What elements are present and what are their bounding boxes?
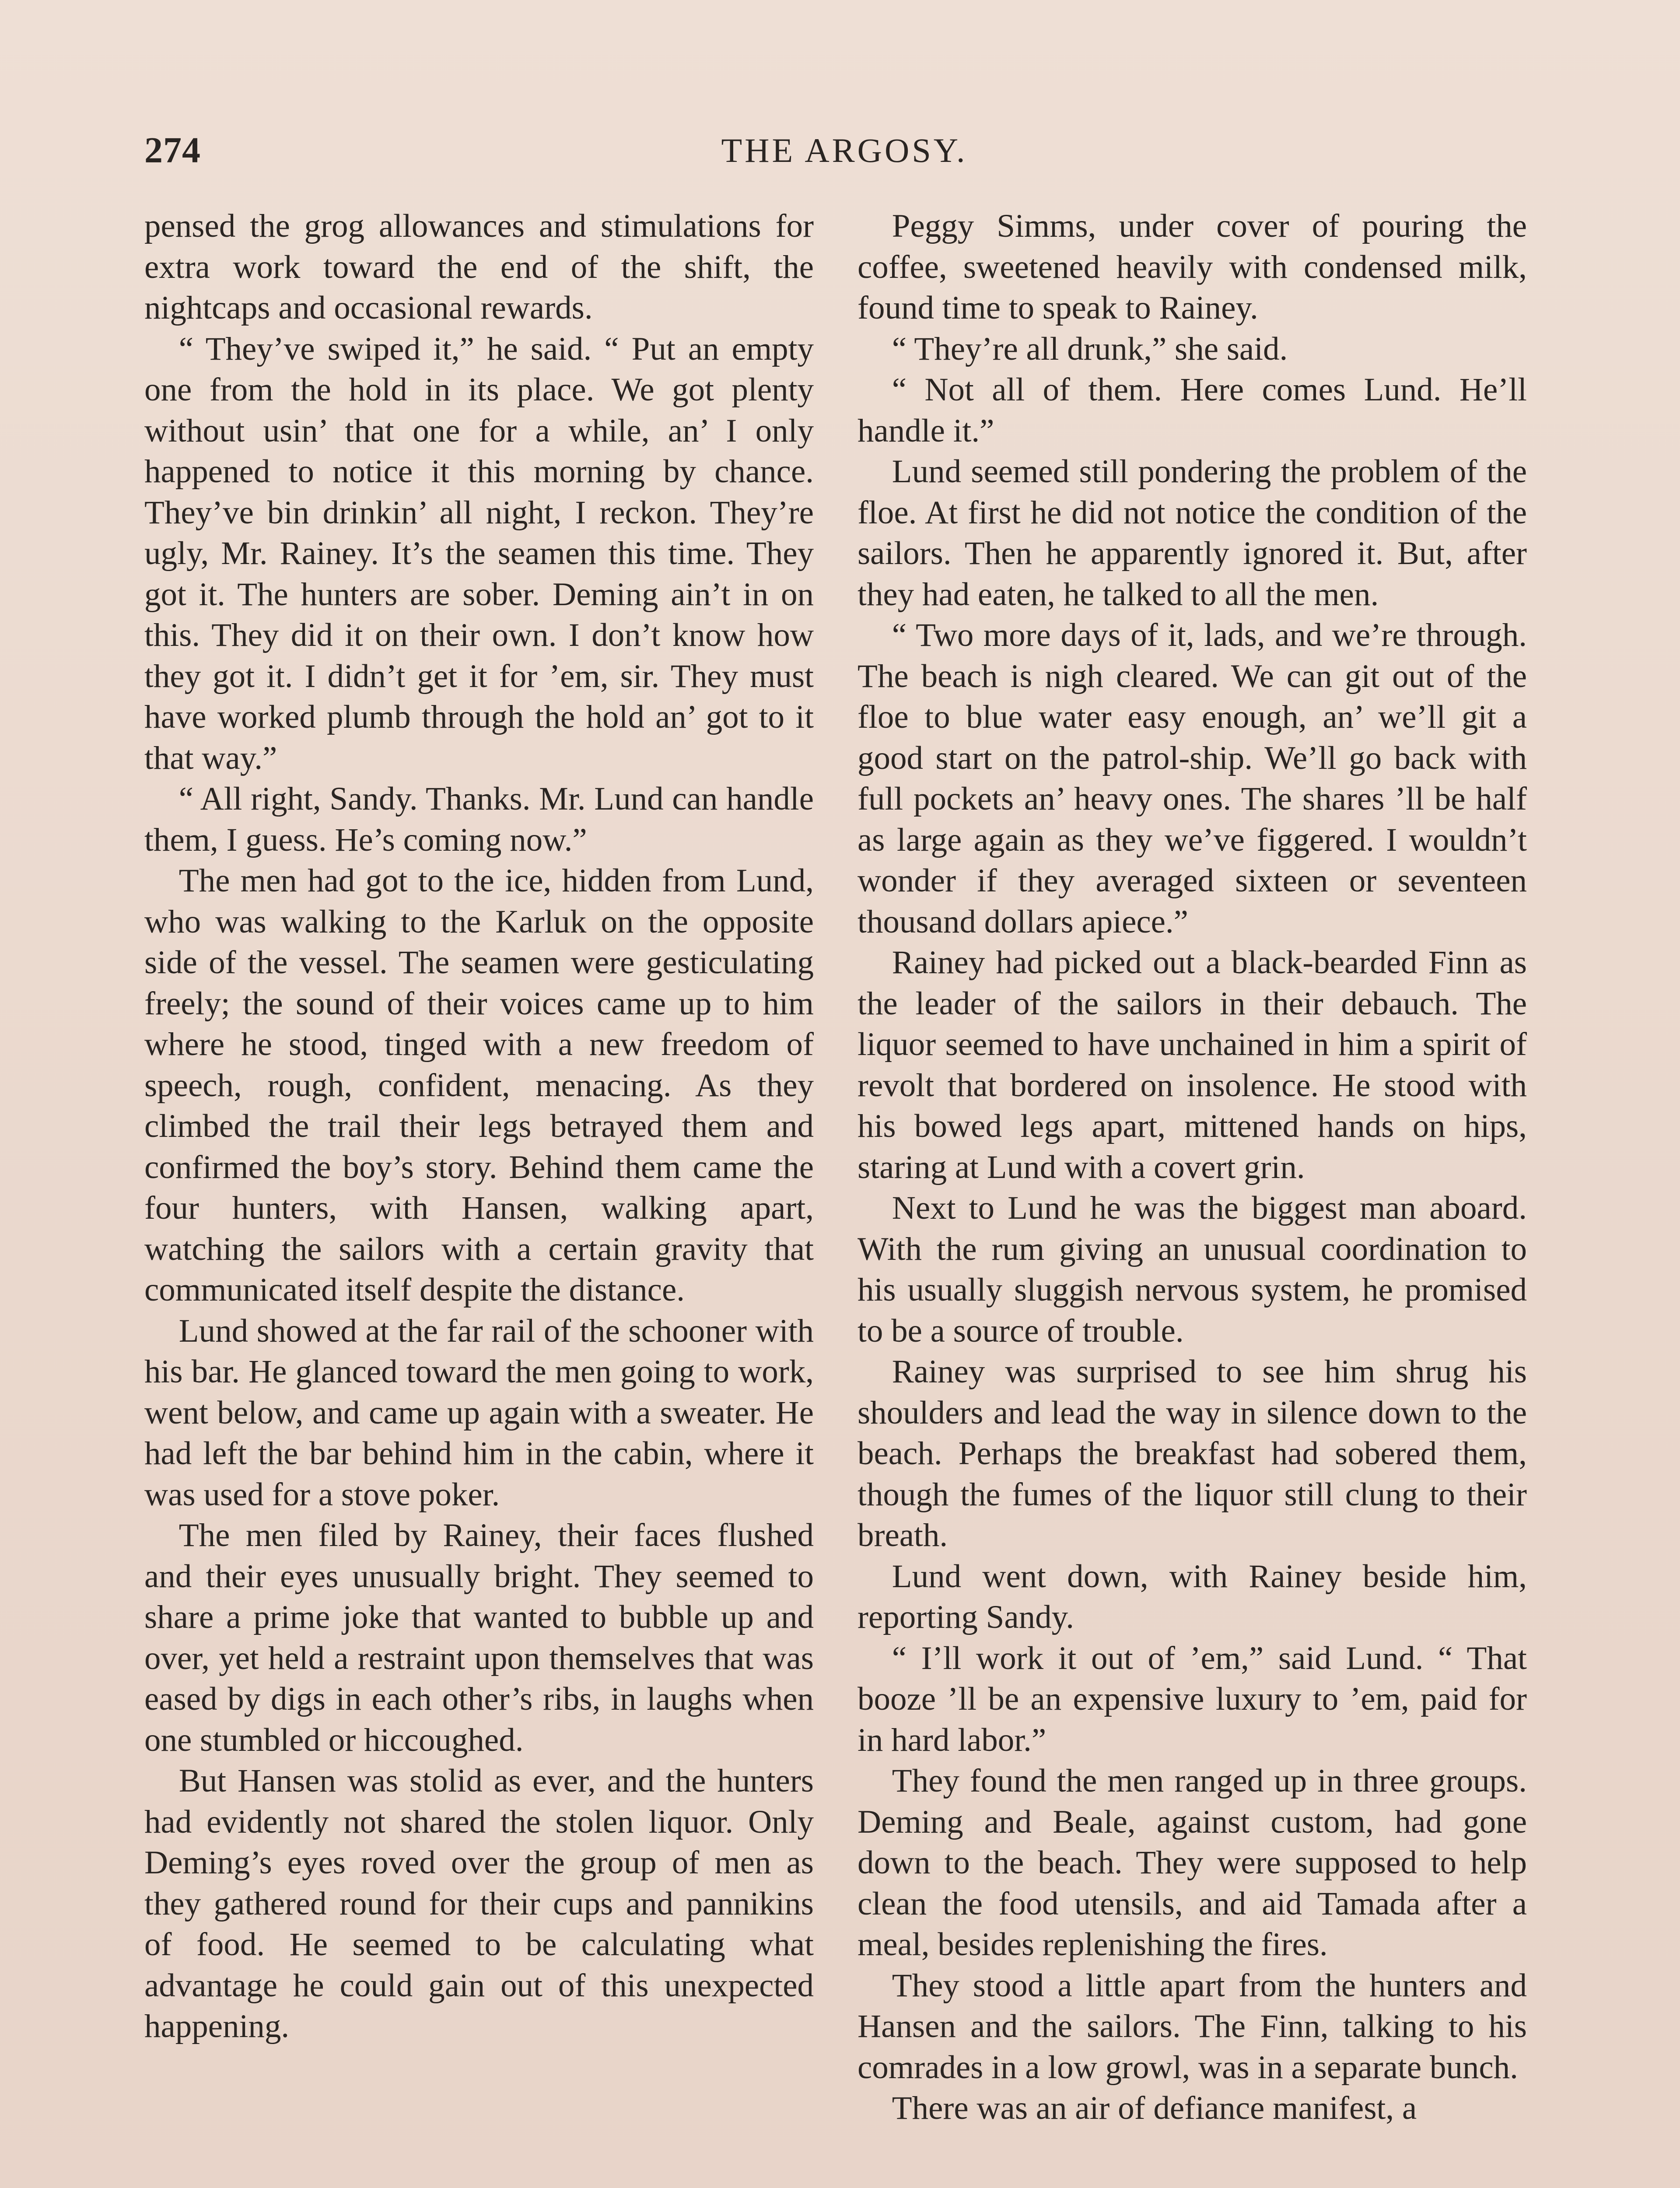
paragraph: There was an air of defiance manifest, a [892, 2090, 1417, 2126]
paragraph: pensed the grog allowances and stimulations for extra work toward the end of the shift, the nightcaps and occasional rewards. [144, 208, 814, 326]
paragraph: Peggy Simms, under cover of pouring the coffee, sweetened heavily with condensed milk, found time to speak to Rainey. [858, 208, 1527, 326]
running-head: THE ARGOSY. [721, 131, 968, 169]
right-column [858, 206, 1527, 2188]
paragraph: Rainey was surprised to see him shrug his shoulders and lead the way in silence down to the beach. Perhaps the breakfast had sobered them, though the fumes of the liquor still clung to their breath. [858, 1353, 1527, 1553]
paragraph: They stood a little apart from the hunters and Hansen and the sailors. The Finn, talking to his comrades in a low growl, was in a separate bunch. [858, 1967, 1527, 2086]
paragraph: “ All right, Sandy. Thanks. Mr. Lund can handle them, I guess. He’s coming now.” [144, 781, 814, 858]
paragraph: “ Two more days of it, lads, and we’re through. The beach is nigh cleared. We can git out of the floe to blue water easy enough, an’ we’ll git a good start on the patrol-ship. We’ll go back with full pockets an’ heavy ones. The shares ’ll be half as large again as they we’ve figgered. I wouldn’t wonder if they averaged sixteen or seventeen thousand dollars apiece.” [858, 617, 1527, 940]
left-column [144, 206, 814, 2188]
paragraph: Next to Lund he was the biggest man aboard. With the rum giving an unusual coordination to his usually sluggish nervous system, he promised to be a source of trouble. [858, 1190, 1527, 1349]
paragraph: Lund showed at the far rail of the schooner with his bar. He glanced toward the men going to work, went below, and came up again with a sweater. He had left the bar behind him in the cabin, where it was used for a stove poker. [144, 1312, 814, 1513]
page-header [144, 129, 1544, 182]
paragraph: The men filed by Rainey, their faces flushed and their eyes unusually bright. They seemed to share a prime joke that wanted to bubble up and over, yet held a restraint upon themselves that was eased by digs in each other’s ribs, in laughs when one stumbled or hiccoughed. [144, 1517, 814, 1758]
paragraph: They found the men ranged up in three groups. Deming and Beale, against custom, had gone down to the beach. They were supposed to help clean the food utensils, and aid Tamada after a meal, besides replenishing the fires. [858, 1763, 1527, 1963]
paragraph: “ I’ll work it out of ’em,” said Lund. “ That booze ’ll be an expensive luxury to ’em, paid for in hard labor.” [858, 1640, 1527, 1758]
paragraph: The men had got to the ice, hidden from Lund, who was walking to the Karluk on the opposite side of the vessel. The seamen were gesticulating freely; the sound of their voices came up to him where he stood, tinged with a new freedom of speech, rough, confident, menacing. As they climbed the trail their legs betrayed them and confirmed the boy’s story. Behind them came the four hunters, with Hansen, walking apart, watching the sailors with a certain gravity that communicated itself despite the distance. [144, 863, 814, 1308]
paragraph: But Hansen was stolid as ever, and the hunters had evidently not shared the stolen liquor. Only Deming’s eyes roved over the group of men as they gathered round for their cups and pannikins of food. He seemed to be calculating what advantage he could gain out of this unexpected happening. [144, 1763, 814, 2044]
paragraph: Rainey had picked out a black-bearded Finn as the leader of the sailors in their debauch. The liquor seemed to have unchained in him a spirit of revolt that bordered on insolence. He stood with his bowed legs apart, mittened hands on hips, staring at Lund with a covert grin. [858, 944, 1527, 1185]
paragraph: “ They’re all drunk,” she said. [892, 330, 1288, 367]
paragraph: Lund went down, with Rainey beside him, reporting Sandy. [858, 1558, 1527, 1635]
paragraph: “ Not all of them. Here comes Lund. He’ll handle it.” [858, 372, 1527, 449]
paragraph: “ They’ve swiped it,” he said. “ Put an empty one from the hold in its place. We got plenty without usin’ that one for a while, an’ I only happened to notice it this morning by chance. They’ve bin drinkin’ all night, I reckon. They’re ugly, Mr. Rainey. It’s the seamen this time. They got it. The hunters are sober. Deming ain’t in on this. They did it on their own. I don’t know how they got it. I didn’t get it for ’em, sir. They must have worked plumb through the hold an’ got to it that way.” [144, 330, 814, 776]
paragraph: Lund seemed still pondering the problem of the floe. At first he did not notice the condition of the sailors. Then he apparently ignored it. But, after they had eaten, he talked to all the men. [858, 453, 1527, 613]
page-number: 274 [144, 130, 201, 171]
